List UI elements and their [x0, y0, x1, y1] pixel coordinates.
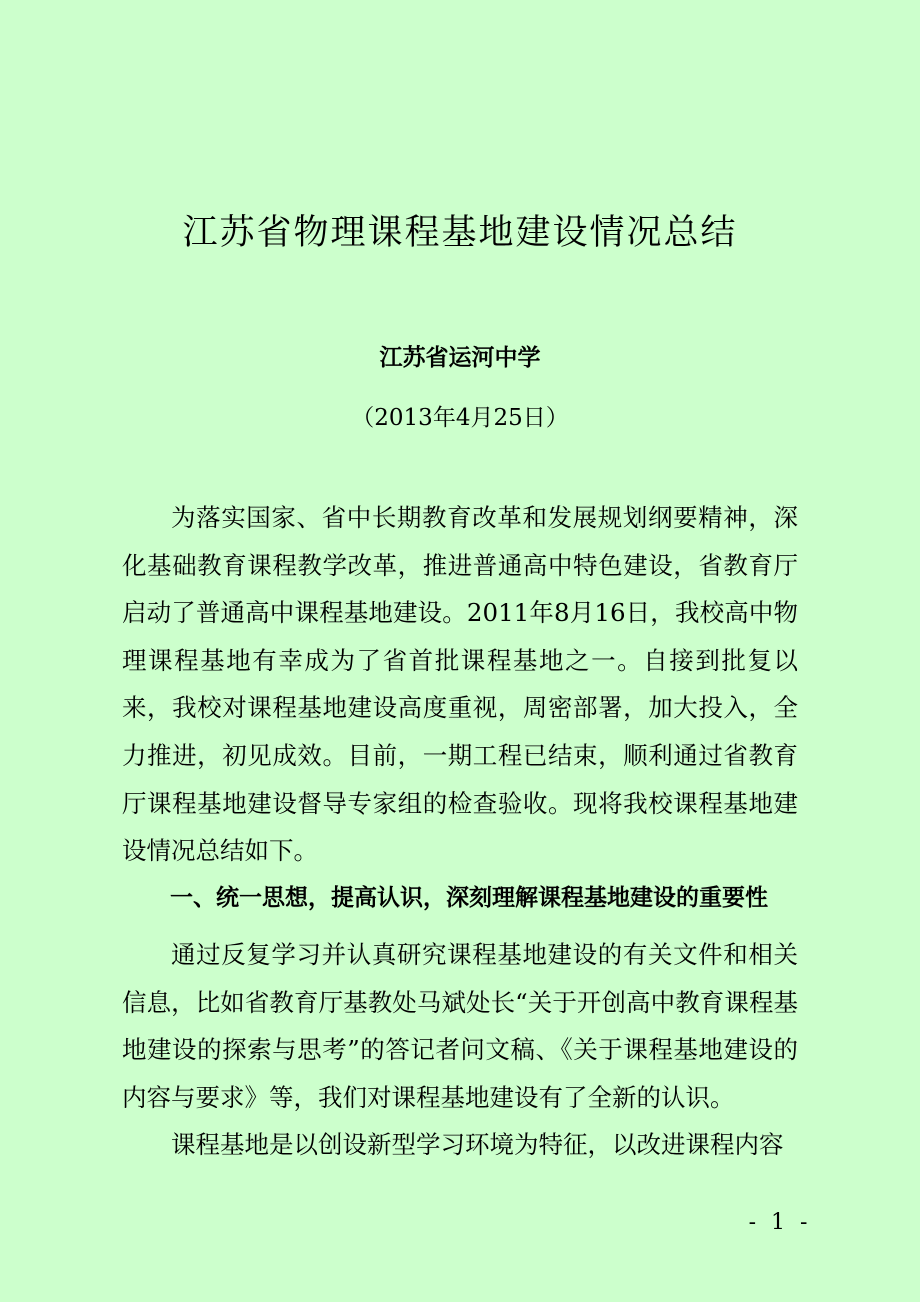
page-number: - 1 -: [748, 1210, 812, 1235]
document-title: 江苏省物理课程基地建设情况总结: [182, 213, 738, 253]
paragraph-understanding: 通过反复学习并认真研究课程基地建设的有关文件和相关信息，比如省教育厅基教处马斌处长“关于开创高中教育课程基地建设的探索与思考”的答记者问文稿、《关于课程基地建设的内容与要求》等，我们对课程基地建设有了全新的认识。: [122, 940, 798, 1112]
paragraph-intro: 为落实国家、省中长期教育改革和发展规划纲要精神，深化基础教育课程教学改革，推进普通高中特色建设，省教育厅启动了普通高中课程基地建设。2011年8月16日，我校高中物理课程基地有幸成为了省首批课程基地之一。自接到批复以来，我校对课程基地建设高度重视，周密部署，加大投入，全力推进，初见成效。目前，一期工程已结束，顺利通过省教育厅课程基地建设督导专家组的检查验收。现将我校课程基地建设情况总结如下。: [122, 503, 798, 866]
document-date: （2013年4月25日）: [351, 405, 569, 431]
paragraph-course-base-definition: 课程基地是以创设新型学习环境为特征，以改进课程内容: [171, 1130, 784, 1159]
school-name: 江苏省运河中学: [379, 344, 541, 371]
section-heading-1: 一、统一思想，提高认识，深刻理解课程基地建设的重要性: [170, 885, 768, 911]
